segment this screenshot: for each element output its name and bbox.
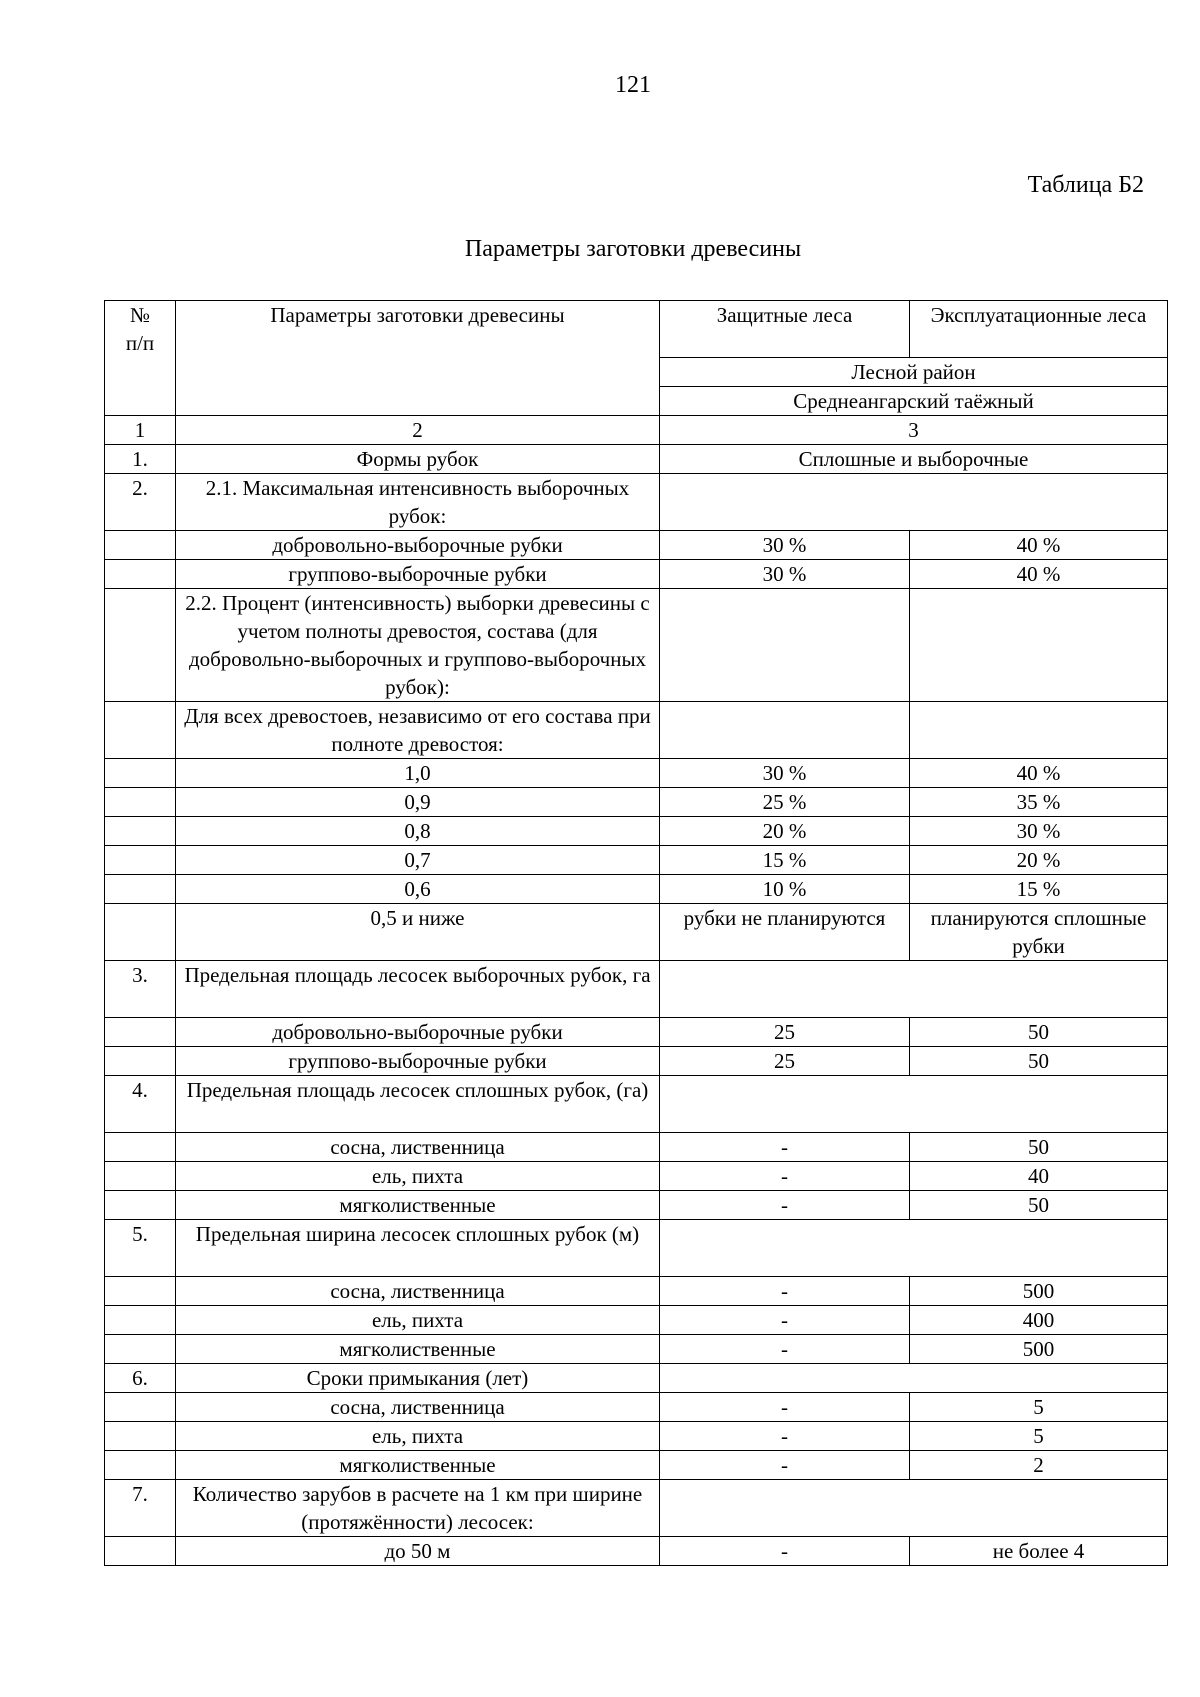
row-label: 1,0 [176, 759, 660, 788]
table-row [105, 904, 1168, 961]
table-row [105, 1537, 1168, 1566]
exploitation-value: 5 [910, 1393, 1168, 1422]
row-label: ель, пихта [176, 1306, 660, 1335]
col-number: 3 [660, 416, 1168, 445]
row-label: 0,7 [176, 846, 660, 875]
exploitation-value: 15 % [910, 875, 1168, 904]
row-value [660, 1364, 1168, 1393]
exploitation-value: 50 [910, 1133, 1168, 1162]
table-row [105, 1364, 1168, 1393]
exploitation-value: планируются сплошные рубки [910, 904, 1168, 961]
row-label: 2.2. Процент (интенсивность) выборки древесины с учетом полноты древостоя, состава (для добровольно-выборочных и группово-выборочных рубок): [176, 589, 660, 702]
exploitation-value: 40 % [910, 560, 1168, 589]
protective-value: - [660, 1393, 910, 1422]
row-label: 0,5 и ниже [176, 904, 660, 961]
exploitation-value [910, 589, 1168, 702]
protective-value: - [660, 1191, 910, 1220]
exploitation-value [910, 702, 1168, 759]
row-label: ель, пихта [176, 1162, 660, 1191]
table-row [105, 1335, 1168, 1364]
row-label: мягколиственные [176, 1191, 660, 1220]
table-row [105, 1191, 1168, 1220]
exploitation-value: 35 % [910, 788, 1168, 817]
protective-value: - [660, 1537, 910, 1566]
table-row [105, 788, 1168, 817]
exploitation-value: 50 [910, 1191, 1168, 1220]
table-row [105, 759, 1168, 788]
protective-value: 25 [660, 1018, 910, 1047]
row-label: до 50 м [176, 1537, 660, 1566]
row-label: 0,9 [176, 788, 660, 817]
row-label: мягколиственные [176, 1335, 660, 1364]
exploitation-value: 5 [910, 1422, 1168, 1451]
protective-value: - [660, 1451, 910, 1480]
table-row [105, 474, 1168, 531]
protective-value: - [660, 1162, 910, 1191]
exploitation-value: 40 % [910, 531, 1168, 560]
protective-value [660, 702, 910, 759]
row-label: Предельная ширина лесосек сплошных рубок (м) [176, 1220, 660, 1277]
table-row [105, 702, 1168, 759]
table-row [105, 1047, 1168, 1076]
table-row [105, 1018, 1168, 1047]
row-label: добровольно-выборочные рубки [176, 1018, 660, 1047]
row-label: Для всех древостоев, независимо от его состава при полноте древостоя: [176, 702, 660, 759]
protective-value: 30 % [660, 560, 910, 589]
row-label: 2.1. Максимальная интенсивность выборочных рубок: [176, 474, 660, 531]
exploitation-value: 40 [910, 1162, 1168, 1191]
document-title: Параметры заготовки древесины [464, 236, 802, 262]
table-row [105, 445, 1168, 474]
row-label: 0,6 [176, 875, 660, 904]
table-row [105, 1220, 1168, 1277]
exploitation-value: 50 [910, 1047, 1168, 1076]
table-row [105, 875, 1168, 904]
exploitation-value: 500 [910, 1277, 1168, 1306]
header-exploitation: Эксплуатационные леса [910, 301, 1168, 358]
table-row [105, 1480, 1168, 1537]
row-number: 1. [105, 445, 176, 474]
row-label: группово-выборочные рубки [176, 1047, 660, 1076]
row-number: 5. [105, 1220, 176, 1277]
row-label: Предельная площадь лесосек выборочных рубок, га [176, 961, 660, 1018]
exploitation-value: 2 [910, 1451, 1168, 1480]
column-numbers-row [105, 416, 1168, 445]
row-number: 2. [105, 474, 176, 531]
row-value [660, 1480, 1168, 1537]
protective-value: - [660, 1422, 910, 1451]
table-row [105, 846, 1168, 875]
row-label: сосна, лиственница [176, 1277, 660, 1306]
protective-value: рубки не планируются [660, 904, 910, 961]
row-number: 7. [105, 1480, 176, 1537]
table-row [105, 1451, 1168, 1480]
row-label: 0,8 [176, 817, 660, 846]
row-value: Сплошные и выборочные [660, 445, 1168, 474]
row-number: 6. [105, 1364, 176, 1393]
table-row [105, 961, 1168, 1018]
row-number: 4. [105, 1076, 176, 1133]
table-row [105, 1133, 1168, 1162]
protective-value: - [660, 1133, 910, 1162]
table-row [105, 1422, 1168, 1451]
table-row [105, 1277, 1168, 1306]
protective-value [660, 589, 910, 702]
protective-value: - [660, 1277, 910, 1306]
col-number: 2 [176, 416, 660, 445]
header-protective: Защитные леса [660, 301, 910, 358]
table-row [105, 1076, 1168, 1133]
exploitation-value: 40 % [910, 759, 1168, 788]
table-label: Таблица Б2 [1027, 172, 1144, 198]
parameters-table [104, 300, 1168, 1566]
page-number: 121 [615, 72, 651, 98]
header-forest-district-value: Среднеангарский таёжный [660, 387, 1168, 416]
header-forest-district-label: Лесной район [660, 358, 1168, 387]
row-label: Предельная площадь лесосек сплошных рубок, (га) [176, 1076, 660, 1133]
table-row [105, 817, 1168, 846]
protective-value: 25 % [660, 788, 910, 817]
header-row [105, 301, 1168, 358]
protective-value: 10 % [660, 875, 910, 904]
row-number: 3. [105, 961, 176, 1018]
row-value [660, 474, 1168, 531]
table-row [105, 589, 1168, 702]
exploitation-value: не более 4 [910, 1537, 1168, 1566]
exploitation-value: 400 [910, 1306, 1168, 1335]
row-label: Формы рубок [176, 445, 660, 474]
table-row [105, 531, 1168, 560]
row-value [660, 1076, 1168, 1133]
protective-value: - [660, 1306, 910, 1335]
row-label: сосна, лиственница [176, 1133, 660, 1162]
protective-value: 15 % [660, 846, 910, 875]
protective-value: 25 [660, 1047, 910, 1076]
table-row [105, 1393, 1168, 1422]
exploitation-value: 30 % [910, 817, 1168, 846]
row-value [660, 1220, 1168, 1277]
table-row [105, 1306, 1168, 1335]
row-label: ель, пихта [176, 1422, 660, 1451]
row-label: группово-выборочные рубки [176, 560, 660, 589]
protective-value: - [660, 1335, 910, 1364]
row-label: сосна, лиственница [176, 1393, 660, 1422]
row-label: Сроки примыкания (лет) [176, 1364, 660, 1393]
header-num: № п/п [105, 301, 176, 416]
exploitation-value: 20 % [910, 846, 1168, 875]
row-label: мягколиственные [176, 1451, 660, 1480]
protective-value: 20 % [660, 817, 910, 846]
col-number: 1 [105, 416, 176, 445]
header-param: Параметры заготовки древесины [176, 301, 660, 416]
row-value [660, 961, 1168, 1018]
protective-value: 30 % [660, 531, 910, 560]
table-row [105, 560, 1168, 589]
protective-value: 30 % [660, 759, 910, 788]
exploitation-value: 50 [910, 1018, 1168, 1047]
row-label: добровольно-выборочные рубки [176, 531, 660, 560]
row-label: Количество зарубов в расчете на 1 км при ширине (протяжённости) лесосек: [176, 1480, 660, 1537]
exploitation-value: 500 [910, 1335, 1168, 1364]
table-row [105, 1162, 1168, 1191]
